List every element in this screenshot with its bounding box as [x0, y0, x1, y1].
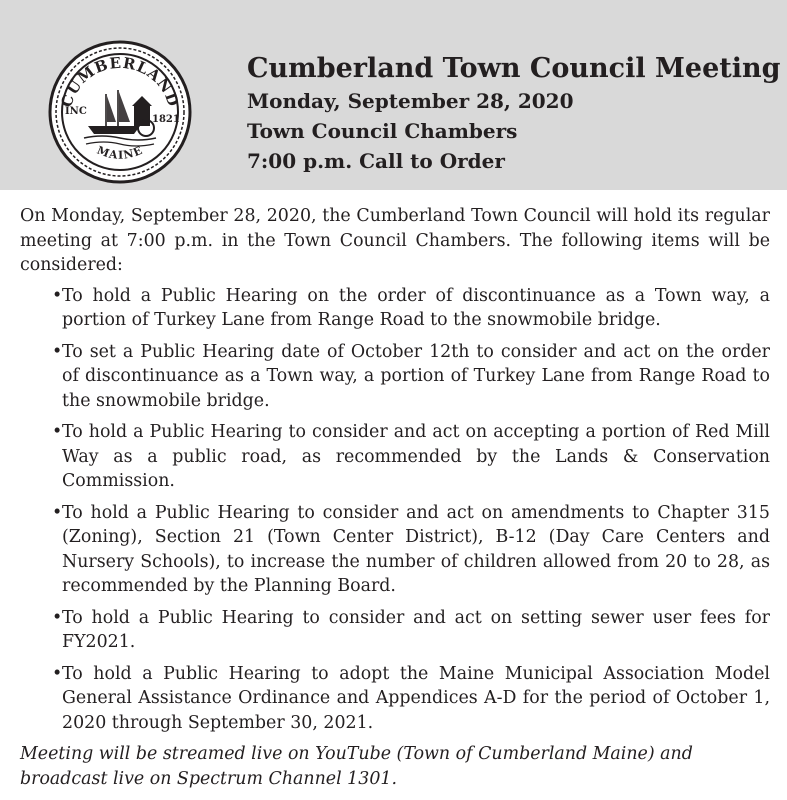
agenda-item-text: To hold a Public Hearing to consider and act on amendments to Chapter 315 (Zoning), Section 21 (Town Center District), B-12 (Day Care Centers and Nursery Schools), to increase the number of children allowed from 20 to 28, as recommended by the Planning Board. — [62, 502, 770, 596]
agenda-item — [20, 420, 770, 494]
town-seal-logo — [48, 40, 192, 184]
agenda-item-text: To hold a Public Hearing on the order of discontinuance as a Town way, a portion of Turkey Lane from Range Road to the snowmobile bridge. — [62, 285, 770, 330]
meeting-time: 7:00 p.m. Call to Order — [247, 149, 505, 173]
bullet-icon: • — [52, 341, 63, 362]
meeting-location: Town Council Chambers — [247, 119, 518, 143]
seal-top-text: CUMBERLAND — [57, 53, 183, 110]
bullet-icon: • — [52, 607, 63, 628]
bullet-icon: • — [52, 663, 63, 684]
agenda-item — [20, 501, 770, 599]
agenda-list — [20, 284, 770, 736]
agenda-item-text: To hold a Public Hearing to adopt the Maine Municipal Association Model General Assistance Ordinance and Appendices A-D for the period of October 1, 2020 through September 30, 2021. — [62, 663, 770, 733]
bullet-icon: • — [52, 502, 63, 523]
notice-header — [0, 0, 787, 190]
bullet-icon: • — [52, 285, 63, 306]
seal-right-text: 1821 — [152, 114, 180, 125]
bullet-icon: • — [52, 422, 63, 442]
agenda-item-text: To hold a Public Hearing to consider and act on setting sewer user fees for FY2021. — [62, 607, 770, 652]
agenda-item-text: To set a Public Hearing date of October 12th to consider and act on the order of discontinuance as a Town way, a portion of Turkey Lane from Range Road to the snowmobile bridge. — [62, 341, 770, 411]
agenda-item — [20, 340, 770, 414]
seal-left-text: INC — [65, 106, 87, 117]
closing-note: Meeting will be streamed live on YouTube (Town of Cumberland Maine) and broadcast live on Spectrum Channel 1301. — [20, 744, 693, 789]
agenda-item — [20, 284, 770, 333]
agenda-item-text: To hold a Public Hearing to consider and act on accepting a portion of Red Mill Way as a public road, as recommended by the Lands & Conservation Commission. — [62, 422, 770, 491]
header-text-block — [247, 52, 781, 176]
meeting-date: Monday, September 28, 2020 — [247, 89, 574, 113]
intro-paragraph: On Monday, September 28, 2020, the Cumberland Town Council will hold its regular meeting at 7:00 p.m. in the Town Council Chambers. The following items will be considered: — [20, 206, 770, 275]
seal-bottom-text: MAINE — [95, 143, 146, 162]
notice-body — [20, 204, 770, 791]
agenda-item — [20, 662, 770, 736]
agenda-item — [20, 606, 770, 655]
meeting-title: Cumberland Town Council Meeting — [247, 53, 781, 84]
